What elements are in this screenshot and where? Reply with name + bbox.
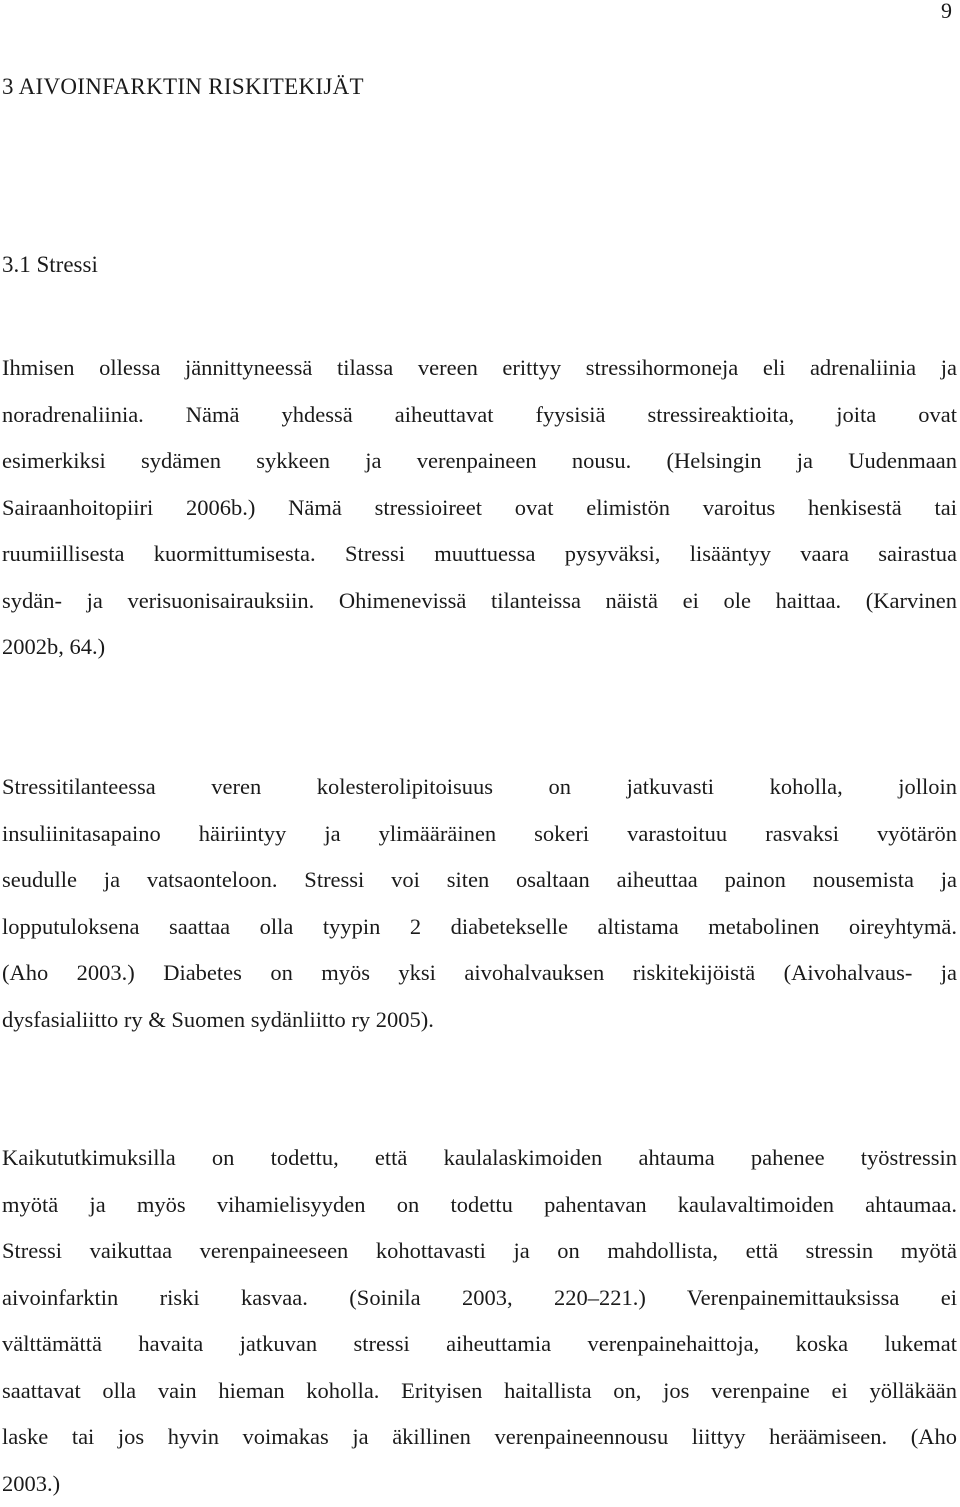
paragraph-line: aivoinfarktin riski kasvaa. (Soinila 2003, 220–221.) Verenpainemittauksissa ei <box>2 1275 957 1322</box>
paragraph-line: 2002b, 64.) <box>2 624 957 671</box>
body-paragraph <box>2 345 957 671</box>
page-number: 9 <box>941 0 952 25</box>
paragraph-line: noradrenaliinia. Nämä yhdessä aiheuttavat fyysisiä stressireaktioita, joita ovat <box>2 392 957 439</box>
paragraph-line: 2003.) <box>2 1461 957 1507</box>
paragraph-line: laske tai jos hyvin voimakas ja äkillinen verenpaineennousu liittyy heräämiseen. (Aho <box>2 1414 957 1461</box>
paragraph-line: (Aho 2003.) Diabetes on myös yksi aivohalvauksen riskitekijöistä (Aivohalvaus- ja <box>2 950 957 997</box>
paragraph-line: dysfasialiitto ry & Suomen sydänliitto ry 2005). <box>2 997 957 1044</box>
body-paragraph <box>2 764 957 1043</box>
paragraph-line: Stressitilanteessa veren kolesterolipitoisuus on jatkuvasti koholla, jolloin <box>2 764 957 811</box>
chapter-heading: 3 AIVOINFARKTIN RISKITEKIJÄT <box>2 72 364 102</box>
section-heading: 3.1 Stressi <box>2 250 98 280</box>
body-paragraph <box>2 1135 957 1507</box>
paragraph-line: insuliinitasapaino häiriintyy ja ylimääräinen sokeri varastoituu rasvaksi vyötärön <box>2 811 957 858</box>
paragraph-line: sydän- ja verisuonisairauksiin. Ohimenevissä tilanteissa näistä ei ole haittaa. (Karvinen <box>2 578 957 625</box>
paragraph-line: ruumiillisesta kuormittumisesta. Stressi muuttuessa pysyväksi, lisääntyy vaara sairastua <box>2 531 957 578</box>
paragraph-line: myötä ja myös vihamielisyyden on todettu pahentavan kaulavaltimoiden ahtaumaa. <box>2 1182 957 1229</box>
paragraph-line: lopputuloksena saattaa olla tyypin 2 diabetekselle altistama metabolinen oireyhtymä. <box>2 904 957 951</box>
paragraph-line: Ihmisen ollessa jännittyneessä tilassa vereen erittyy stressihormoneja eli adrenaliinia ja <box>2 345 957 392</box>
paragraph-line: Stressi vaikuttaa verenpaineeseen kohottavasti ja on mahdollista, että stressin myötä <box>2 1228 957 1275</box>
paragraph-line: Sairaanhoitopiiri 2006b.) Nämä stressioireet ovat elimistön varoitus henkisestä tai <box>2 485 957 532</box>
paragraph-line: esimerkiksi sydämen sykkeen ja verenpaineen nousu. (Helsingin ja Uudenmaan <box>2 438 957 485</box>
paragraph-line: Kaikututkimuksilla on todettu, että kaulalaskimoiden ahtauma pahenee työstressin <box>2 1135 957 1182</box>
paragraph-line: saattavat olla vain hieman koholla. Erityisen haitallista on, jos verenpaine ei yölläkään <box>2 1368 957 1415</box>
paragraph-line: seudulle ja vatsaonteloon. Stressi voi siten osaltaan aiheuttaa painon nousemista ja <box>2 857 957 904</box>
paragraph-line: välttämättä havaita jatkuvan stressi aiheuttamia verenpainehaittoja, koska lukemat <box>2 1321 957 1368</box>
